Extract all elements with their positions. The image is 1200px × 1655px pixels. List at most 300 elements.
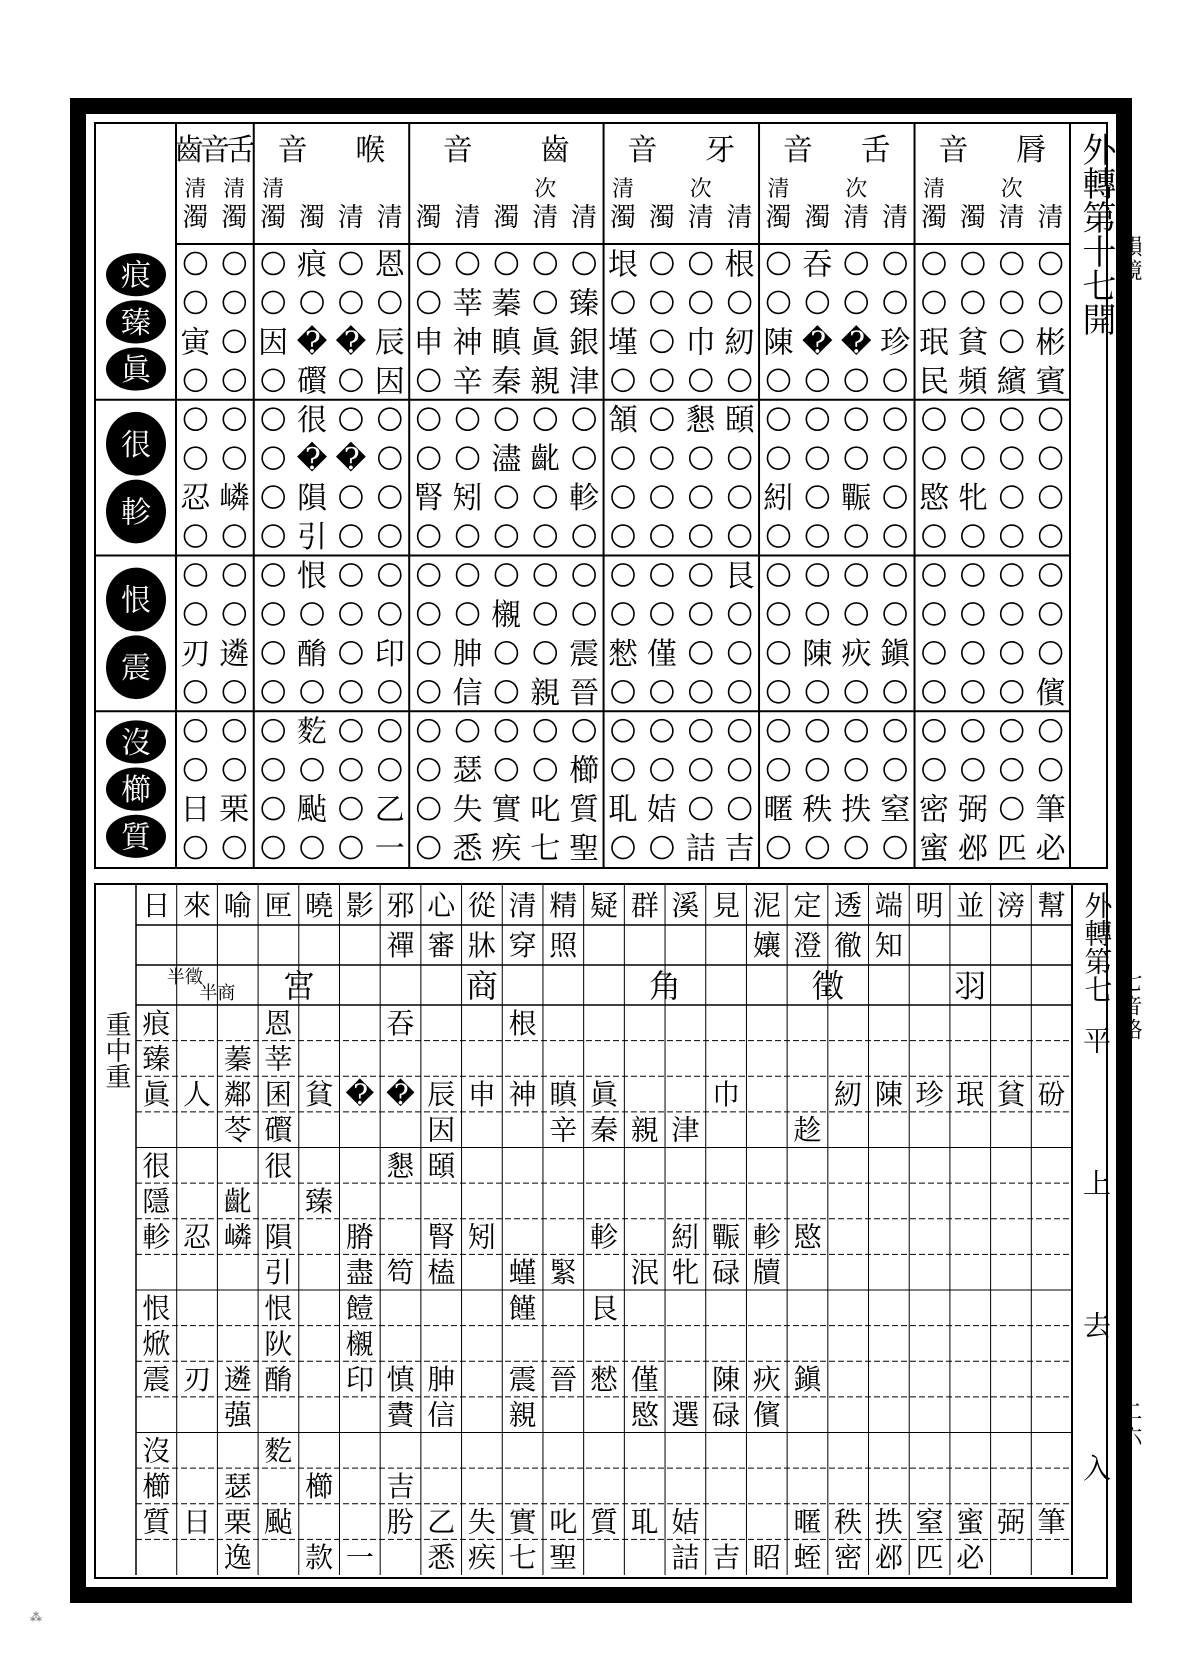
group-label: 脣 — [1016, 133, 1047, 168]
character-cell: 秩 — [834, 1505, 863, 1539]
empty-cell — [1040, 291, 1062, 313]
empty-cell — [690, 447, 712, 469]
empty-cell — [534, 486, 556, 508]
initial-sub-label: 知 — [874, 929, 903, 962]
character-cell: 叱 — [549, 1505, 578, 1539]
rhyme-label: 櫛 — [121, 773, 151, 809]
initial-label: 日 — [142, 889, 171, 922]
initial-sub-label: 照 — [549, 929, 578, 962]
column-label: 清 — [882, 203, 909, 233]
empty-cell — [651, 837, 673, 859]
empty-cell — [884, 447, 906, 469]
character-cell: 頣 — [427, 1149, 456, 1183]
character-cell: 矧 — [467, 1220, 496, 1254]
character-cell: 必 — [1035, 831, 1066, 867]
character-cell: 因 — [258, 325, 289, 361]
character-cell: 辰 — [427, 1078, 456, 1112]
character-cell: 忍 — [183, 1220, 212, 1254]
character-cell: 寅 — [180, 325, 211, 361]
character-cell: 蜜 — [956, 1505, 985, 1539]
character-cell: 鄰 — [223, 1078, 252, 1112]
empty-cell — [729, 798, 751, 820]
tone-name-small: 半商 — [199, 983, 236, 1004]
group-label: 音 — [782, 133, 813, 168]
empty-cell — [1001, 720, 1023, 742]
character-cell: 辴 — [841, 481, 872, 517]
column-label: 濁 — [299, 203, 326, 233]
empty-cell — [612, 564, 634, 586]
column-label: 清 — [687, 203, 714, 233]
character-cell: 貧 — [957, 325, 988, 361]
character-cell: 晉 — [549, 1363, 578, 1397]
character-cell: 蛭 — [793, 1541, 822, 1575]
initial-sub-label: 審 — [427, 929, 456, 962]
column-label: 次 — [689, 177, 712, 202]
empty-cell — [806, 681, 828, 703]
empty-cell — [262, 603, 284, 625]
character-cell: 憖 — [589, 1363, 619, 1397]
character-cell: 礥 — [264, 1113, 293, 1147]
empty-cell — [767, 759, 789, 781]
character-cell: 抶 — [874, 1505, 903, 1539]
column-label: 濁 — [959, 203, 986, 233]
character-cell: 饐 — [345, 1291, 374, 1325]
empty-cell — [690, 369, 712, 391]
empty-cell — [184, 369, 206, 391]
character-cell: 彬 — [1035, 325, 1066, 361]
tone-name-small: 半徵 — [166, 967, 203, 988]
group-label: 音 — [199, 133, 230, 168]
initial-label: 心 — [427, 889, 456, 922]
initial-label: 群 — [630, 889, 659, 922]
empty-cell — [767, 291, 789, 313]
empty-cell — [651, 291, 673, 313]
empty-cell — [262, 837, 284, 859]
character-cell: 詰 — [685, 831, 716, 867]
character-cell: 瞋 — [549, 1078, 578, 1112]
character-cell: 實 — [508, 1505, 537, 1539]
character-cell: 申 — [467, 1078, 496, 1112]
group-label: 音 — [627, 133, 658, 168]
empty-cell — [962, 681, 984, 703]
empty-cell — [534, 252, 556, 274]
empty-cell — [379, 759, 401, 781]
initial-label: 喻 — [223, 889, 252, 922]
empty-cell — [651, 720, 673, 742]
column-label: 濁 — [648, 203, 675, 233]
character-cell: 囷 — [264, 1078, 293, 1112]
character-cell: 膌 — [345, 1220, 374, 1254]
empty-cell — [962, 252, 984, 274]
character-cell: 颭 — [264, 1505, 293, 1539]
page-number: 二六 — [1117, 1400, 1142, 1448]
empty-cell — [1040, 486, 1062, 508]
character-cell: 詰 — [671, 1541, 700, 1575]
empty-cell — [1040, 642, 1062, 664]
character-cell: 姞 — [646, 792, 677, 828]
character-cell: 胂 — [452, 636, 483, 672]
character-cell: 眞 — [142, 1078, 171, 1112]
character-cell: 吉 — [724, 831, 755, 867]
empty-cell — [612, 486, 634, 508]
empty-cell — [651, 486, 673, 508]
character-cell: 紖 — [671, 1220, 700, 1254]
character-cell: 一 — [374, 831, 405, 867]
character-cell: 質 — [142, 1505, 171, 1539]
character-cell: 遴 — [223, 1363, 252, 1397]
character-cell: 耴 — [630, 1505, 659, 1539]
empty-cell — [729, 525, 751, 547]
character-cell: 墐 — [608, 325, 638, 361]
empty-cell — [1001, 681, 1023, 703]
empty-cell — [340, 681, 362, 703]
character-cell: 叱 — [530, 792, 561, 828]
column-label: 濁 — [765, 203, 792, 233]
character-cell: 隕 — [297, 481, 328, 517]
empty-cell — [223, 564, 245, 586]
initial-label: 清 — [508, 889, 537, 922]
character-cell: 匹 — [996, 831, 1027, 867]
empty-cell — [301, 759, 323, 781]
character-cell: 印 — [374, 636, 405, 672]
empty-cell — [184, 720, 206, 742]
empty-cell — [884, 564, 906, 586]
character-cell: 暱 — [793, 1505, 822, 1539]
empty-cell — [262, 759, 284, 781]
group-label: 舌 — [860, 133, 891, 168]
character-cell: 辰 — [374, 325, 405, 361]
character-cell: 賓 — [1035, 364, 1066, 400]
empty-cell — [223, 603, 245, 625]
character-cell: 泯 — [630, 1256, 659, 1290]
character-cell: 齔 — [530, 442, 561, 478]
empty-cell — [767, 369, 789, 391]
character-cell: 引 — [297, 520, 328, 556]
empty-cell — [262, 564, 284, 586]
empty-cell — [806, 603, 828, 625]
character-cell: 密 — [834, 1541, 863, 1575]
character-cell: 根 — [508, 1006, 537, 1040]
column-label: 清 — [922, 177, 945, 202]
empty-cell — [729, 291, 751, 313]
yunjing-grid — [96, 124, 1122, 867]
character-cell: 震 — [142, 1363, 171, 1397]
empty-cell — [651, 330, 673, 352]
initial-label: 精 — [549, 889, 578, 922]
empty-cell — [495, 525, 517, 547]
empty-cell — [534, 720, 556, 742]
empty-cell — [767, 447, 789, 469]
empty-cell — [923, 252, 945, 274]
yunjing-table — [94, 122, 1116, 869]
empty-cell — [418, 564, 440, 586]
empty-cell — [379, 681, 401, 703]
empty-cell — [729, 642, 751, 664]
character-cell: 苓 — [223, 1113, 252, 1147]
empty-cell — [262, 525, 284, 547]
character-cell: 頻 — [957, 364, 988, 400]
character-cell: 陳 — [763, 325, 794, 361]
character-cell: 巾 — [712, 1078, 741, 1112]
initial-sub-label: 牀 — [467, 929, 496, 962]
character-cell: 鎭 — [880, 636, 911, 672]
empty-cell — [495, 408, 517, 430]
column-label: 清 — [611, 177, 635, 202]
character-cell: 津 — [569, 364, 600, 400]
tone-mark: 上 — [1082, 1167, 1112, 1201]
empty-cell — [884, 603, 906, 625]
empty-cell — [729, 447, 751, 469]
character-cell: 邲 — [957, 831, 988, 867]
empty-cell — [301, 837, 323, 859]
empty-cell — [262, 720, 284, 742]
character-cell: 瑟 — [223, 1469, 252, 1503]
character-cell: 栗 — [219, 792, 250, 828]
empty-cell — [806, 720, 828, 742]
empty-cell — [612, 525, 634, 547]
empty-cell — [184, 759, 206, 781]
character-cell: 櫛 — [569, 753, 600, 789]
character-cell: 密 — [918, 792, 949, 828]
empty-cell — [845, 759, 867, 781]
empty-cell — [962, 642, 984, 664]
empty-cell — [262, 252, 284, 274]
empty-cell — [534, 408, 556, 430]
column-label: 次 — [845, 177, 868, 202]
character-cell: 濜 — [491, 442, 522, 478]
empty-cell — [845, 447, 867, 469]
empty-cell — [1001, 798, 1023, 820]
empty-cell — [418, 603, 440, 625]
empty-cell — [495, 564, 517, 586]
character-cell: 七 — [508, 1541, 537, 1575]
character-cell: 震 — [508, 1363, 537, 1397]
empty-cell — [1001, 525, 1023, 547]
empty-cell — [884, 486, 906, 508]
empty-cell — [184, 603, 206, 625]
empty-cell — [690, 291, 712, 313]
character-cell: 牘 — [752, 1256, 781, 1290]
character-cell: 悉 — [427, 1541, 456, 1575]
empty-cell — [884, 525, 906, 547]
character-cell: 神 — [508, 1078, 537, 1112]
empty-cell — [767, 252, 789, 274]
character-cell: 艮 — [589, 1291, 619, 1325]
tone-mark: 入 — [1082, 1452, 1112, 1486]
character-cell: 很 — [297, 403, 328, 439]
character-cell: 疢 — [752, 1363, 781, 1397]
character-cell: 栗 — [223, 1505, 252, 1539]
character-cell: 僅 — [646, 636, 677, 672]
empty-cell — [495, 681, 517, 703]
empty-cell — [457, 564, 479, 586]
empty-cell — [340, 564, 362, 586]
column-label: 濁 — [804, 203, 831, 233]
character-cell: 碌 — [712, 1398, 741, 1432]
group-label: 喉 — [355, 133, 386, 168]
character-cell: 饉 — [508, 1291, 537, 1325]
character-cell: 櫛 — [142, 1469, 171, 1503]
empty-cell — [690, 525, 712, 547]
character-cell: 臻 — [142, 1042, 171, 1076]
empty-cell — [612, 681, 634, 703]
empty-cell — [495, 642, 517, 664]
empty-cell — [767, 603, 789, 625]
character-cell: 珉 — [956, 1078, 985, 1112]
character-cell: � — [335, 442, 367, 478]
character-cell: 震 — [569, 636, 600, 672]
character-cell: 恩 — [264, 1006, 293, 1040]
column-label: 清 — [571, 203, 598, 233]
empty-cell — [845, 603, 867, 625]
qiyinlue-table — [94, 883, 1114, 1579]
empty-cell — [1001, 408, 1023, 430]
character-cell: 引 — [264, 1256, 293, 1290]
empty-cell — [1001, 330, 1023, 352]
column-label: 清 — [1037, 203, 1064, 233]
character-cell: 窒 — [915, 1505, 944, 1539]
empty-cell — [262, 642, 284, 664]
empty-cell — [184, 525, 206, 547]
empty-cell — [534, 603, 556, 625]
empty-cell — [1001, 564, 1023, 586]
empty-cell — [262, 408, 284, 430]
character-cell: 質 — [589, 1505, 619, 1539]
column-label: 清 — [532, 203, 559, 233]
character-cell: 乙 — [427, 1505, 456, 1539]
character-cell: 蜜 — [918, 831, 949, 867]
initial-sub-label: 孃 — [752, 929, 781, 962]
column-label: 清 — [454, 203, 481, 233]
character-cell: 質 — [569, 792, 600, 828]
character-cell: 因 — [374, 364, 405, 400]
initial-label: 滂 — [996, 889, 1025, 922]
empty-cell — [223, 447, 245, 469]
character-cell: 窒 — [880, 792, 911, 828]
character-cell: 緊 — [549, 1256, 578, 1290]
empty-cell — [534, 291, 556, 313]
column-label: 清 — [726, 203, 753, 233]
empty-cell — [262, 486, 284, 508]
character-cell: 一 — [345, 1541, 374, 1575]
character-cell: 辛 — [452, 364, 483, 400]
character-cell: 腎 — [427, 1220, 456, 1254]
character-cell: 吉 — [712, 1541, 741, 1575]
column-label: 清 — [184, 177, 207, 202]
character-cell: 選 — [671, 1398, 700, 1432]
empty-cell — [379, 486, 401, 508]
empty-cell — [962, 603, 984, 625]
empty-cell — [495, 720, 517, 742]
initial-sub-label: 穿 — [508, 929, 537, 962]
empty-cell — [690, 720, 712, 742]
character-cell: 愍 — [918, 481, 949, 517]
character-cell: 麧 — [297, 714, 328, 750]
empty-cell — [962, 564, 984, 586]
empty-cell — [962, 720, 984, 742]
character-cell: 莘 — [264, 1042, 293, 1076]
character-cell: 齔 — [223, 1184, 252, 1218]
empty-cell — [612, 759, 634, 781]
character-cell: � — [296, 442, 328, 478]
empty-cell — [418, 291, 440, 313]
character-cell: 眞 — [530, 325, 561, 361]
empty-cell — [1001, 642, 1023, 664]
empty-cell — [767, 642, 789, 664]
column-label: 清 — [843, 203, 870, 233]
empty-cell — [884, 291, 906, 313]
empty-cell — [340, 798, 362, 820]
empty-cell — [223, 837, 245, 859]
qiyinlue-grid — [96, 885, 1122, 1575]
character-cell: � — [335, 325, 367, 361]
character-cell: 忍 — [180, 481, 211, 517]
empty-cell — [340, 408, 362, 430]
character-cell: 懇 — [685, 403, 716, 439]
column-label: 清 — [376, 203, 403, 233]
empty-cell — [262, 291, 284, 313]
empty-cell — [534, 525, 556, 547]
character-cell: 蓁 — [223, 1042, 252, 1076]
character-cell: 碌 — [712, 1256, 741, 1290]
character-cell: 艮 — [724, 558, 755, 594]
character-cell: 民 — [918, 364, 949, 400]
rhyme-label: 質 — [121, 820, 151, 856]
empty-cell — [262, 681, 284, 703]
character-cell: 信 — [452, 675, 483, 711]
character-cell: 貧 — [305, 1078, 334, 1112]
empty-cell — [884, 837, 906, 859]
empty-cell — [301, 681, 323, 703]
initial-label: 透 — [834, 889, 863, 922]
empty-cell — [418, 525, 440, 547]
empty-cell — [845, 369, 867, 391]
character-cell: 僅 — [630, 1363, 659, 1397]
empty-cell — [806, 447, 828, 469]
empty-cell — [223, 720, 245, 742]
empty-cell — [379, 720, 401, 742]
character-cell: 珍 — [915, 1078, 944, 1112]
empty-cell — [729, 369, 751, 391]
character-cell: 日 — [183, 1505, 212, 1539]
character-cell: 愍 — [793, 1220, 822, 1254]
empty-cell — [379, 564, 401, 586]
rhyme-label: 很 — [121, 427, 151, 463]
empty-cell — [573, 525, 595, 547]
empty-cell — [923, 642, 945, 664]
empty-cell — [379, 408, 401, 430]
empty-cell — [223, 291, 245, 313]
empty-cell — [418, 759, 440, 781]
character-cell: 笱 — [386, 1256, 415, 1290]
character-cell: 焮 — [142, 1327, 171, 1361]
empty-cell — [690, 252, 712, 274]
empty-cell — [457, 408, 479, 430]
empty-cell — [573, 720, 595, 742]
empty-cell — [1040, 603, 1062, 625]
empty-cell — [767, 408, 789, 430]
character-cell: 賮 — [386, 1398, 415, 1432]
empty-cell — [1001, 759, 1023, 781]
rhyme-label: 沒 — [121, 725, 151, 761]
character-cell: 麧 — [264, 1434, 293, 1468]
rhyme-label: 臻 — [121, 305, 151, 341]
character-cell: 親 — [530, 364, 561, 400]
empty-cell — [184, 681, 206, 703]
empty-cell — [418, 681, 440, 703]
character-cell: 盡 — [345, 1256, 374, 1290]
empty-cell — [1001, 291, 1023, 313]
